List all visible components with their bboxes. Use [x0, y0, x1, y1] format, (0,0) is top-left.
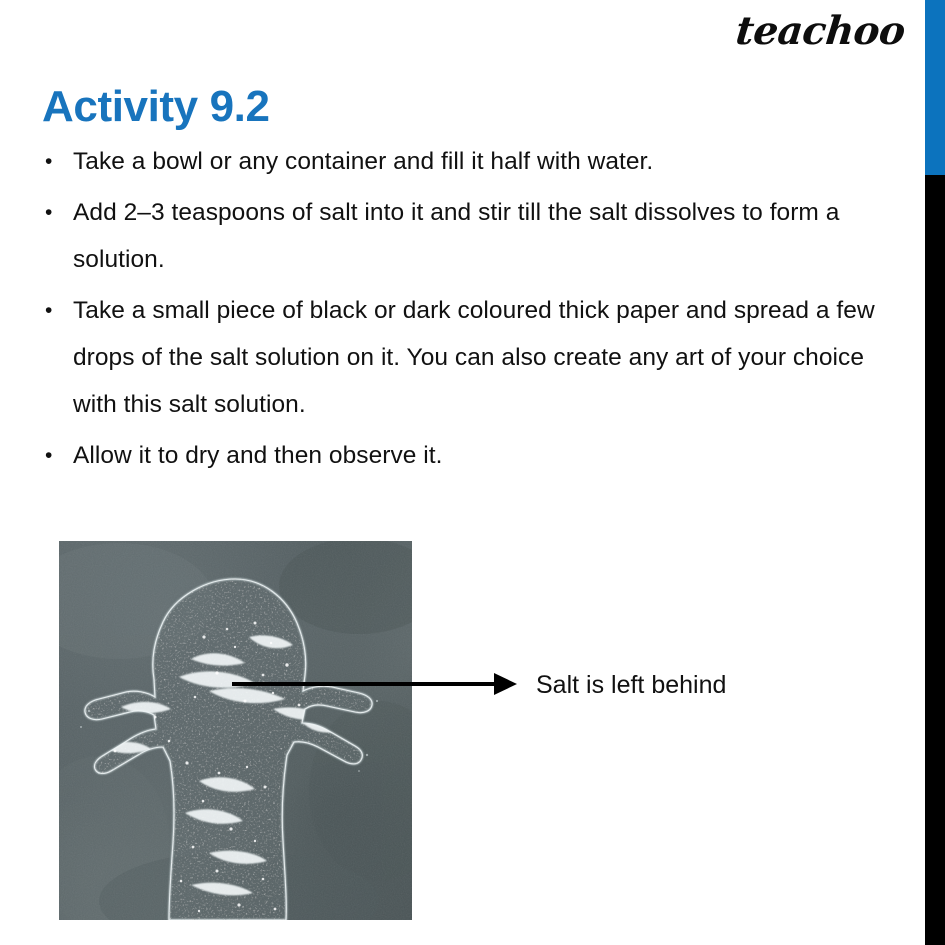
- salt-art-photo: [59, 541, 412, 920]
- annotation-arrow-icon: [232, 666, 517, 702]
- list-item-text: Add 2–3 teaspoons of salt into it and stir till the salt dissolves to form a solution.: [73, 199, 840, 273]
- list-item-text: Take a small piece of black or dark coloured thick paper and spread a few drops of the salt solution on it. You can also create any art of your choice with this salt solution.: [73, 297, 875, 418]
- page-title: Activity 9.2: [42, 82, 270, 132]
- list-item-text: Take a bowl or any container and fill it half with water.: [73, 148, 654, 175]
- activity-steps-list: [40, 138, 880, 483]
- list-item: [40, 189, 880, 283]
- list-item: [40, 432, 880, 479]
- list-item: [40, 138, 880, 185]
- bullet-point-icon: •: [45, 201, 53, 224]
- teachoo-logo: teachoo: [733, 8, 908, 54]
- bullet-point-icon: •: [45, 150, 53, 173]
- right-edge-accent-bar-black: [925, 175, 945, 945]
- bullet-point-icon: •: [45, 299, 53, 322]
- right-edge-accent-bar-blue: [925, 0, 945, 175]
- list-item: [40, 287, 880, 428]
- annotation-label: Salt is left behind: [536, 671, 727, 699]
- list-item-text: Allow it to dry and then observe it.: [73, 442, 443, 469]
- bullet-point-icon: •: [45, 444, 53, 467]
